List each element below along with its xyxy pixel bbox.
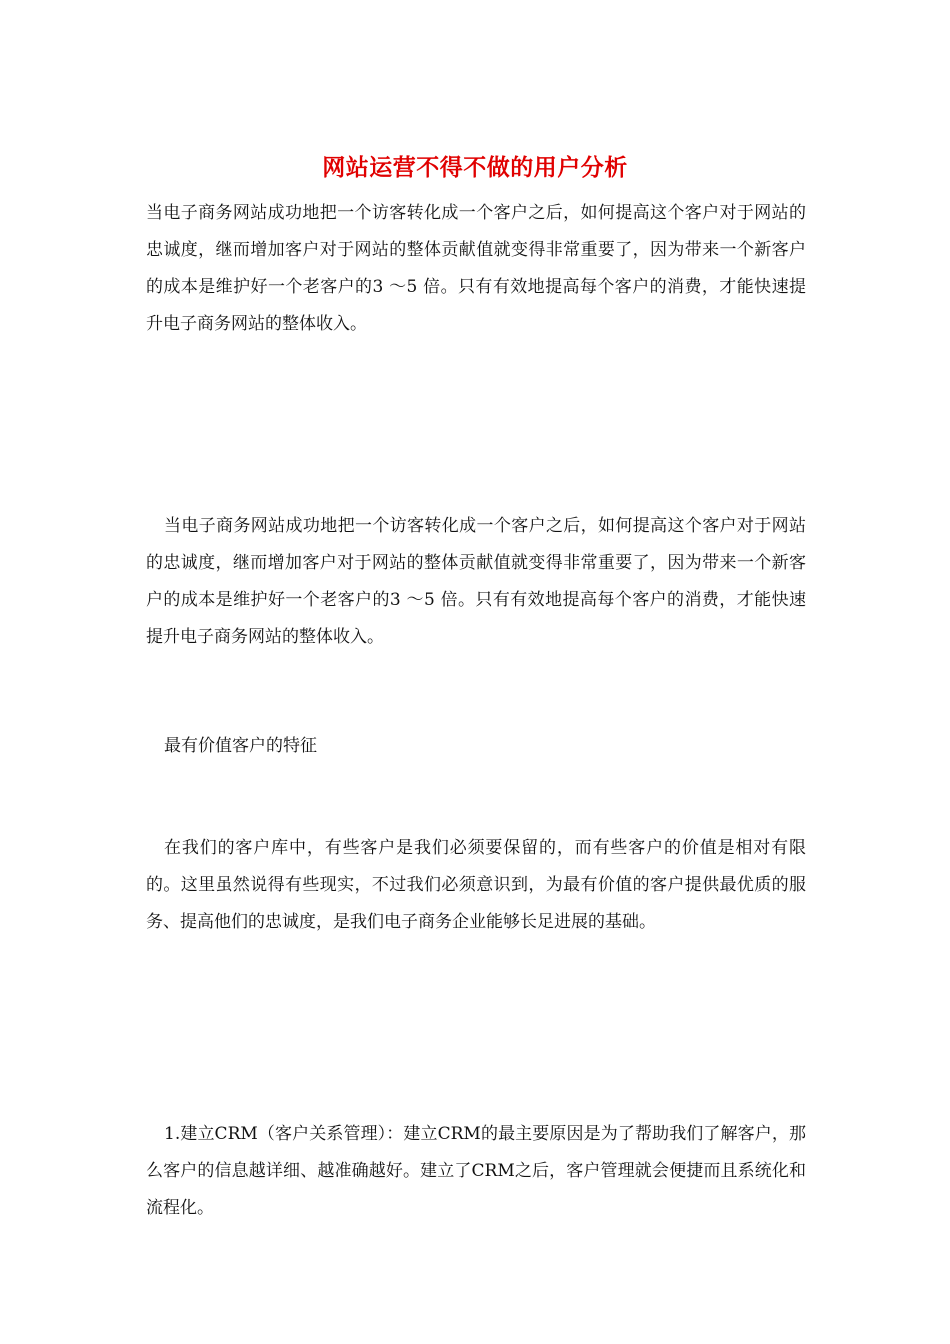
intro-paragraph: 当电子商务网站成功地把一个访客转化成一个客户之后，如何提高这个客户对于网站的忠诚度，继而增加客户对于网站的整体贡献值就变得非常重要了，因为带来一个新客户的成本是维护好一个老客户的3 ～5 倍。只有有效地提高每个客户的消费，才能快速提升电子商务网站的整体收入。 [146,203,806,334]
document-title: 网站运营不得不做的用户分析 [322,154,628,181]
customer-value-paragraph: 在我们的客户库中，有些客户是我们必须要保留的，而有些客户的价值是相对有限的。这里虽然说得有些现实，不过我们必须意识到，为最有价值的客户提供最优质的服务、提高他们的忠诚度，是我们电子商务企业能够长足进展的基础。 [146,838,806,932]
crm-paragraph: 1.建立CRM（客户关系管理）：建立CRM的最主要原因是为了帮助我们了解客户，那么客户的信息越详细、越准确越好。建立了CRM之后，客户管理就会便捷而且系统化和流程化。 [146,1124,806,1218]
section-heading: 最有价值客户的特征 [164,736,317,756]
repeated-intro-paragraph: 当电子商务网站成功地把一个访客转化成一个客户之后，如何提高这个客户对于网站的忠诚度，继而增加客户对于网站的整体贡献值就变得非常重要了，因为带来一个新客户的成本是维护好一个老客户的3 ～5 倍。只有有效地提高每个客户的消费，才能快速提升电子商务网站的整体收入。 [146,516,806,647]
